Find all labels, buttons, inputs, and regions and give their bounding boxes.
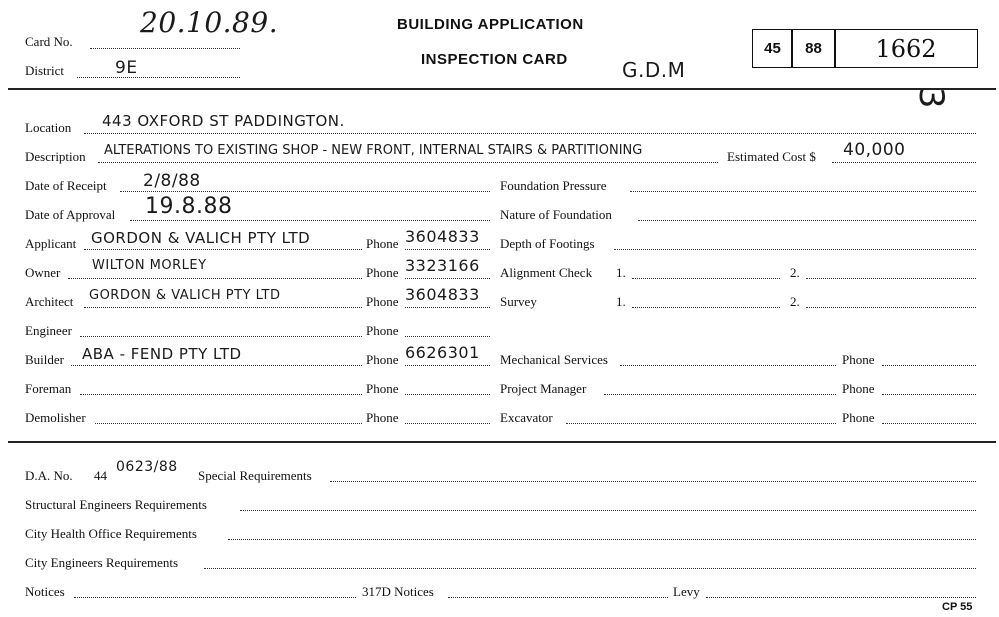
foundation-pressure-label: Foundation Pressure	[500, 178, 607, 193]
builder-phone-value: 6626301	[405, 343, 480, 362]
foreman-label: Foreman	[25, 381, 72, 396]
date-of-approval-label: Date of Approval	[25, 207, 116, 222]
ref-box-3: 1662	[834, 29, 978, 68]
levy-label: Levy	[673, 584, 700, 599]
owner-phone-value: 3323166	[405, 256, 480, 275]
architect-phone-value: 3604833	[405, 285, 480, 304]
form-title-line2: INSPECTION CARD	[421, 51, 568, 68]
alignment-check-num2: 2.	[790, 265, 800, 280]
inspector-initials: G.D.M	[622, 58, 686, 82]
engineer-label: Engineer	[25, 323, 72, 338]
depth-of-footings-line	[614, 249, 976, 250]
form-title-line1: BUILDING APPLICATION	[397, 16, 584, 33]
applicant-phone-label: Phone	[366, 236, 399, 251]
district-label: District	[25, 63, 64, 78]
description-label: Description	[25, 149, 86, 164]
owner-phone-line	[405, 278, 490, 279]
corner-mark: 3	[911, 86, 952, 110]
estimated-cost-line	[832, 162, 976, 163]
da-no-label: D.A. No.	[25, 468, 73, 483]
notices-label: Notices	[25, 584, 65, 599]
date-of-approval-value: 19.8.88	[145, 194, 233, 219]
special-requirements-label: Special Requirements	[198, 468, 312, 483]
excavator-phone-line	[882, 423, 976, 424]
project-manager-phone-label: Phone	[842, 381, 875, 396]
form-code: CP 55	[942, 601, 973, 613]
special-requirements-line	[330, 481, 976, 482]
project-manager-phone-line	[882, 394, 976, 395]
date-of-receipt-line	[120, 191, 490, 192]
city-health-label: City Health Office Requirements	[25, 526, 197, 541]
mechanical-services-line	[620, 365, 836, 366]
applicant-line	[84, 249, 362, 250]
date-of-approval-line	[130, 220, 490, 221]
header-divider	[8, 88, 996, 90]
demolisher-phone-label: Phone	[366, 410, 399, 425]
project-manager-line	[604, 394, 836, 395]
mechanical-services-phone-line	[882, 365, 976, 366]
location-value: 443 OXFORD ST PADDINGTON.	[102, 112, 345, 130]
builder-phone-line	[405, 365, 490, 366]
date-of-receipt-label: Date of Receipt	[25, 178, 107, 193]
card-no-label: Card No.	[25, 34, 73, 49]
district-value: 9E	[115, 58, 138, 78]
location-label: Location	[25, 120, 72, 135]
city-engineers-label: City Engineers Requirements	[25, 555, 179, 570]
structural-engineers-line	[240, 510, 976, 511]
applicant-phone-line	[405, 249, 490, 250]
da-no-value: 0623/88	[116, 459, 178, 475]
owner-line	[68, 278, 362, 279]
alignment-check-label: Alignment Check	[500, 265, 593, 280]
architect-line	[84, 307, 362, 308]
estimated-cost-value: 40,000	[843, 140, 906, 160]
city-health-line	[228, 539, 976, 540]
foreman-line	[80, 394, 362, 395]
builder-line	[71, 365, 362, 366]
owner-value: WILTON MORLEY	[92, 258, 207, 273]
lower-section-divider	[8, 441, 996, 443]
city-engineers-line	[204, 568, 976, 569]
architect-value: GORDON & VALICH PTY LTD	[89, 288, 281, 303]
survey-line1	[632, 307, 780, 308]
survey-label: Survey	[500, 294, 537, 309]
demolisher-phone-line	[405, 423, 490, 424]
nature-of-foundation-line	[638, 220, 976, 221]
ref-box-2: 88	[791, 29, 836, 68]
survey-line2	[806, 307, 976, 308]
engineer-phone-line	[405, 336, 490, 337]
demolisher-line	[95, 423, 362, 424]
notices-317d-line	[448, 597, 668, 598]
architect-label: Architect	[25, 294, 74, 309]
alignment-check-num1: 1.	[616, 265, 626, 280]
alignment-check-line2	[806, 278, 976, 279]
excavator-phone-label: Phone	[842, 410, 875, 425]
estimated-cost-label: Estimated Cost $	[727, 149, 816, 164]
description-line	[98, 162, 718, 163]
project-manager-label: Project Manager	[500, 381, 587, 396]
foreman-phone-label: Phone	[366, 381, 399, 396]
foundation-pressure-line	[630, 191, 976, 192]
foreman-phone-line	[405, 394, 490, 395]
nature-of-foundation-label: Nature of Foundation	[500, 207, 612, 222]
applicant-phone-value: 3604833	[405, 227, 480, 246]
engineer-line	[80, 336, 362, 337]
owner-label: Owner	[25, 265, 61, 280]
mechanical-services-label: Mechanical Services	[500, 352, 608, 367]
ref-box-1: 45	[752, 29, 793, 68]
excavator-label: Excavator	[500, 410, 553, 425]
district-line	[77, 77, 240, 78]
notices-317d-label: 317D Notices	[362, 584, 434, 599]
alignment-check-line1	[632, 278, 780, 279]
mechanical-services-phone-label: Phone	[842, 352, 875, 367]
structural-engineers-label: Structural Engineers Requirements	[25, 497, 207, 512]
architect-phone-label: Phone	[366, 294, 399, 309]
depth-of-footings-label: Depth of Footings	[500, 236, 595, 251]
notices-line	[74, 597, 356, 598]
survey-num1: 1.	[616, 294, 626, 309]
location-line	[84, 133, 976, 134]
survey-num2: 2.	[790, 294, 800, 309]
da-no-prefix: 44	[94, 468, 107, 483]
owner-phone-label: Phone	[366, 265, 399, 280]
levy-line	[706, 597, 976, 598]
date-of-receipt-value: 2/8/88	[143, 171, 201, 191]
engineer-phone-label: Phone	[366, 323, 399, 338]
builder-value: ABA - FEND PTY LTD	[82, 345, 242, 363]
architect-phone-line	[405, 307, 490, 308]
demolisher-label: Demolisher	[25, 410, 86, 425]
builder-label: Builder	[25, 352, 64, 367]
excavator-line	[566, 423, 836, 424]
builder-phone-label: Phone	[366, 352, 399, 367]
applicant-value: GORDON & VALICH PTY LTD	[91, 229, 311, 247]
description-value: ALTERATIONS TO EXISTING SHOP - NEW FRONT, INTERNAL STAIRS & PARTITIONING	[104, 143, 643, 158]
card-no-value: 20.10.89.	[140, 6, 279, 39]
applicant-label: Applicant	[25, 236, 77, 251]
card-no-line	[90, 48, 240, 49]
